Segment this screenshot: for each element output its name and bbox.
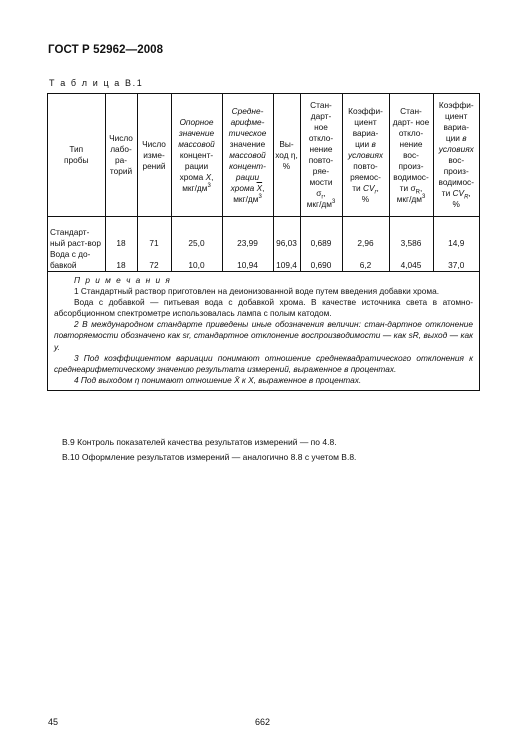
cell-value: 3,586: [389, 217, 433, 250]
note-1: 1 Стандартный раствор приготовлен на деионизованной воде путем введения добавки хрома.: [74, 286, 440, 297]
cell-type: Вода с до-бавкой: [48, 249, 105, 271]
col-header-reproducibility-cv: Коэффи- циент вариа- ции в условиях вос- произ- водимос- ти $CV_R$, %: [433, 94, 479, 217]
col-header-mean-value: Средне- арифме- тическое значение массовой концент- рации хрома $\overline{X}$, мкг/$дм^3$: [222, 94, 273, 217]
col-header-type: Тип пробы: [48, 94, 105, 217]
cell-value: 18: [105, 249, 137, 271]
table-header-row: [48, 94, 479, 217]
cell-value: 71: [137, 217, 171, 250]
cell-value: 4,045: [389, 249, 433, 271]
cell-value: 96,03: [273, 217, 300, 250]
page-number-left: 45: [48, 717, 59, 727]
note-3: 3 Под коэффициентом вариации понимают отношение среднеквадратического отклонения к среднеарифметическому значению результата измерений, выраженное в процентах.: [54, 352, 473, 374]
document-header: ГОСТ Р 52962—2008: [48, 44, 164, 56]
paragraph-b9: В.9 Контроль показателей качества результатов измерений — по 4.8.: [62, 437, 337, 447]
cell-value: 0,690: [300, 249, 342, 271]
col-header-reference-value: Опорное значение массовой концент- рации хрома X, мкг/$дм^3$: [171, 94, 222, 217]
page-number-center: 662: [255, 717, 271, 727]
cell-value: 0,689: [300, 217, 342, 250]
cell-value: 10,0: [171, 249, 222, 271]
cell-value: 37,0: [448, 259, 465, 270]
col-header-yield: Вы- ход η, %: [273, 94, 300, 217]
notes-heading: П р и м е ч а н и я: [74, 275, 172, 285]
note-4: 4 Под выходом η понимают отношение X̄ к X, выраженное в процентах.: [74, 374, 362, 385]
results-table-container: [47, 93, 480, 391]
note-1b: Вода с добавкой — питьевая вода с добавкой хрома. В качестве источника света в атомно-абсорбционном спектрометре использовалась лампа с полым катодом.: [54, 297, 473, 319]
col-header-reproducibility-sd: Стан- дарт- ное откло- нение вос- произ- водимос- ти $\sigma_R$, мкг/$дм^3$: [389, 94, 433, 217]
table-notes: [48, 271, 479, 390]
cell-type: Стандарт-ный раст-вор: [48, 217, 105, 250]
cell-value: 14,9: [448, 237, 465, 248]
note-2: 2 В международном стандарте приведены иные обозначения величин: стан-дартное отклонение повторяемости обозначено как sr, стандартное отклонение воспроизводимости — как sR, выход — как y.: [54, 319, 473, 352]
table-caption: Т а б л и ц а В.1: [49, 78, 144, 88]
col-header-repeatability-cv: Коэффи- циент вариа- ции в условиях повто- ряемос- ти $CV_r$, %: [342, 94, 389, 217]
cell-value: 10,94: [222, 249, 273, 271]
table-row: [48, 217, 479, 250]
paragraph-b10: В.10 Оформление результатов измерений — аналогично 8.8 с учетом В.8.: [62, 452, 357, 462]
cell-value: 18: [105, 217, 137, 250]
col-header-repeatability-sd: Стан- дарт- ное откло- нение повто- ряе- мости $\sigma_r$, мкг/$дм^3$: [300, 94, 342, 217]
col-header-measurements: Число изме- рений: [137, 94, 171, 217]
cell-value: 6,2: [342, 249, 389, 271]
table-row: [48, 249, 479, 271]
cell-value: 2,96: [342, 217, 389, 250]
cell-value: 23,99: [222, 217, 273, 250]
cell-value: 25,0: [171, 217, 222, 250]
cell-value: 109,4: [273, 249, 300, 271]
col-header-labs: Число лабо- ра- торий: [105, 94, 137, 217]
results-table: [48, 94, 479, 271]
cell-value: 72: [137, 249, 171, 271]
